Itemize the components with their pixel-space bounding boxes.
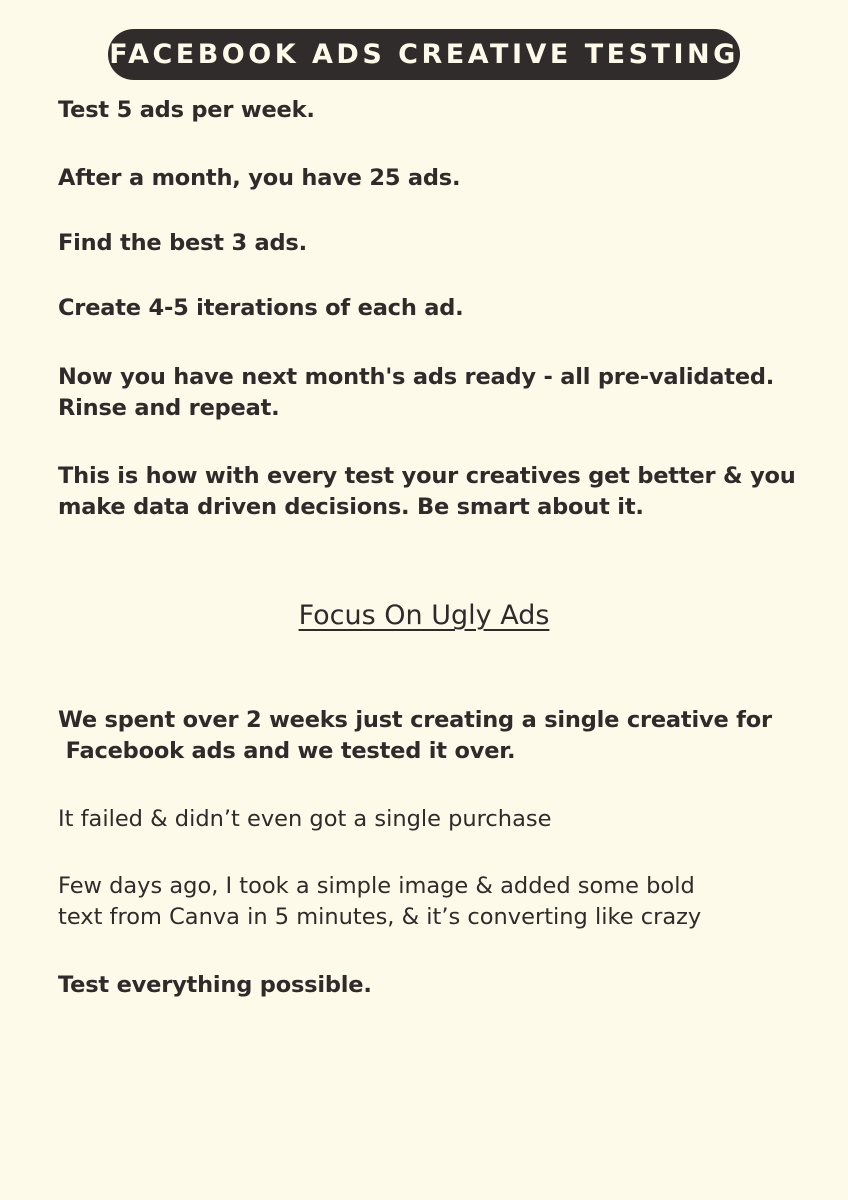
- section-text: It failed & didn’t even got a single purchase: [58, 806, 552, 832]
- section-paragraph-1: [58, 705, 772, 767]
- section-paragraph-3: [58, 871, 701, 933]
- section-text-line: Facebook ads and we tested it over.: [58, 738, 516, 764]
- intro-text-line: Rinse and repeat.: [58, 395, 280, 421]
- intro-text-line: make data driven decisions. Be smart about it.: [58, 494, 644, 520]
- section-text-line: We spent over 2 weeks just creating a single creative for: [58, 707, 772, 733]
- section-text-line: text from Canva in 5 minutes, & it’s converting like crazy: [58, 904, 702, 930]
- intro-paragraph-2: [58, 163, 460, 194]
- section-heading: [0, 598, 848, 634]
- section-text: Test everything possible.: [58, 972, 372, 998]
- intro-text-line: Now you have next month's ads ready - all pre-validated.: [58, 364, 775, 390]
- page-title-banner: [108, 29, 740, 80]
- intro-paragraph-1: [58, 95, 315, 126]
- section-paragraph-2: [58, 804, 551, 835]
- section-paragraph-4: [58, 970, 372, 1001]
- intro-text: After a month, you have 25 ads.: [58, 165, 461, 191]
- intro-paragraph-6: [58, 461, 796, 523]
- intro-text: Find the best 3 ads.: [58, 230, 307, 256]
- intro-text-line: This is how with every test your creatives get better & you: [58, 463, 796, 489]
- page-title: FACEBOOK ADS CREATIVE TESTING: [109, 39, 739, 70]
- intro-paragraph-5: [58, 362, 774, 424]
- section-heading-text: Focus On Ugly Ads: [298, 600, 550, 631]
- intro-text: Create 4-5 iterations of each ad.: [58, 295, 464, 321]
- section-text-line: Few days ago, I took a simple image & added some bold: [58, 873, 695, 899]
- intro-paragraph-3: [58, 228, 307, 259]
- intro-text: Test 5 ads per week.: [58, 97, 315, 123]
- intro-paragraph-4: [58, 293, 464, 324]
